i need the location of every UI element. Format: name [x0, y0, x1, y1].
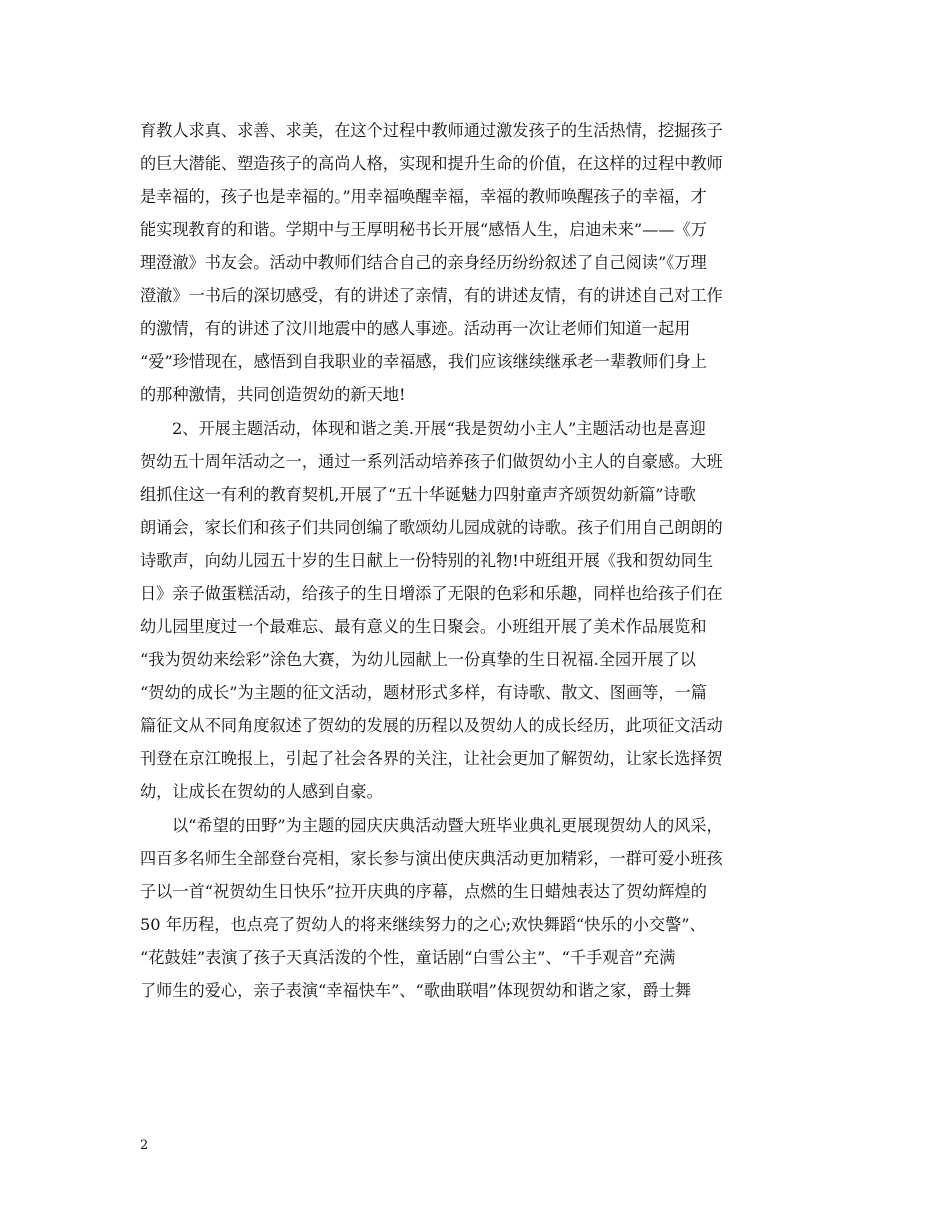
text-line: “贺幼的成长”为主题的征文活动，题材形式多样，有诗歌、散文、图画等，一篇 [140, 683, 707, 702]
text-line: 日》亲子做蛋糕活动，给孩子的生日增添了无限的色彩和乐趣，同样也给孩子们在 [140, 584, 723, 603]
text-line: “我为贺幼来绘彩”涂色大赛，为幼儿园献上一份真挚的生日祝福.全园开展了以 [140, 650, 696, 669]
text-line: 了师生的爱心，亲子表演“幸福快车”、“歌曲联唱”体现贺幼和谐之家，爵士舞 [140, 981, 692, 1000]
text-line: 的那种激情，共同创造贺幼的新天地! [140, 385, 406, 404]
text-line: 幼儿园里度过一个最难忘、最有意义的生日聚会。小班组开展了美术作品展览和 [140, 617, 707, 636]
text-line: “花鼓娃”表演了孩子天真活泼的个性，童话剧“白雪公主”、“千手观音”充满 [140, 948, 676, 967]
text-line: 诗歌声，向幼儿园五十岁的生日献上一份特别的礼物!中班组开展《我和贺幼同生 [140, 551, 714, 570]
text-line: 理澄澈》书友会。活动中教师们结合自己的亲身经历纷纷叙述了自己阅读”《万理 [140, 253, 707, 272]
paragraph-start-line: 2、开展主题活动，体现和谐之美.开展“我是贺幼小主人”主题活动也是喜迎 [172, 419, 706, 438]
document-body [140, 114, 810, 1007]
text-line: 50 年历程，也点亮了贺幼人的将来继续努力的之心;欢快舞蹈“快乐的小交警”、 [140, 915, 706, 934]
text-line: 篇征文从不同角度叙述了贺幼的发展的历程以及贺幼人的成长经历，此项征文活动 [140, 716, 723, 735]
text-line: 澄澈》一书后的深切感受，有的讲述了亲情，有的讲述友情，有的讲述自己对工作 [140, 286, 723, 305]
text-line: 是幸福的，孩子也是幸福的。”用幸福唤醒幸福，幸福的教师唤醒孩子的幸福，才 [140, 187, 707, 206]
text-line: 幼，让成长在贺幼的人感到自豪。 [140, 782, 383, 801]
paragraph-start-line: 以“希望的田野”为主题的园庆庆典活动暨大班毕业典礼更展现贺幼人的风采， [172, 816, 723, 835]
text-line: 组抓住这一有利的教育契机,开展了“五十华诞魅力四射童声齐颂贺幼新篇”诗歌 [140, 485, 696, 504]
text-line: 子以一首“祝贺幼生日快乐”拉开庆典的序幕，点燃的生日蜡烛表达了贺幼辉煌的 [140, 882, 707, 901]
page-number: 2 [140, 1138, 149, 1153]
text-line: “爱”珍惜现在，感悟到自我职业的幸福感，我们应该继续继承老一辈教师们身上 [140, 352, 707, 371]
text-line: 朗诵会，家长们和孩子们共同创编了歌颂幼儿园成就的诗歌。孩子们用自己朗朗的 [140, 518, 723, 537]
text-line: 育教人求真、求善、求美，在这个过程中教师通过激发孩子的生活热情，挖掘孩子 [140, 121, 723, 140]
text-line: 能实现教育的和谐。学期中与王厚明秘书长开展“感悟人生，启迪未来”——《万 [140, 220, 707, 239]
text-line: 刊登在京江晚报上，引起了社会各界的关注，让社会更加了解贺幼，让家长选择贺 [140, 749, 723, 768]
text-line: 四百多名师生全部登台亮相，家长参与演出使庆典活动更加精彩，一群可爱小班孩 [140, 849, 723, 868]
text-line: 贺幼五十周年活动之一，通过一系列活动培养孩子们做贺幼小主人的自豪感。大班 [140, 452, 723, 471]
text-line: 的巨大潜能、塑造孩子的高尚人格，实现和提升生命的价值，在这样的过程中教师 [140, 154, 723, 173]
text-line: 的激情，有的讲述了汶川地震中的感人事迹。活动再一次让老师们知道一起用 [140, 319, 691, 338]
